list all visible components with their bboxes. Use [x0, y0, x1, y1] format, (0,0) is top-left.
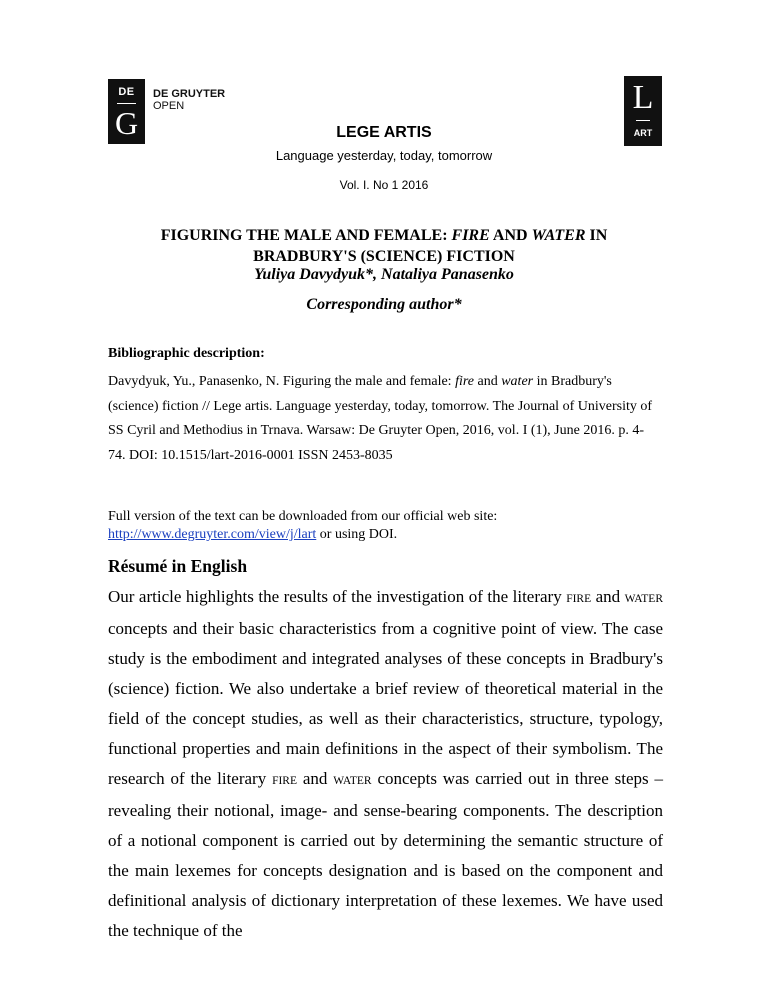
resume-text: and [591, 587, 625, 606]
title-text: FIGURING THE MALE AND FEMALE: [160, 227, 452, 244]
bib-water: water [501, 374, 534, 389]
title-fire: FIRE [451, 227, 490, 244]
bib-text: in Bradbury's (science) fiction // Lege artis. Language yesterday, today, tomorrow. The Journal of University of SS Cyril and Methodius in Trnava. Warsaw: De Gruyter Open, 2016, vol. I (1), June 2016. p. 4-74. DOI: 10.1515/lart-2016-0001 ISSN 2453-8035 [108, 374, 653, 463]
journal-volume: Vol. I. No 1 2016 [339, 178, 429, 192]
logo-l-text: L [632, 79, 654, 116]
article-title [0, 225, 768, 267]
resume-text: and [297, 769, 334, 788]
resume-text: concepts and their basic characteristics from a cognitive point of view. The case study is the embodiment and integrated analyses of these concepts in Bradbury's (science) fiction. We also undertake a brief review of theoretical material in the field of the concept studies, as well as their characteristics, structure, typology, functional properties and main definitions in the aspect of their symbolism. The research of the literary [108, 619, 663, 788]
full-version-after: or using DOI. [316, 527, 398, 542]
concept-water: WATER [624, 593, 663, 605]
logo-g-text: G [114, 105, 139, 141]
journal-subtitle: Language yesterday, today, tomorrow [275, 148, 493, 163]
logo-divider [117, 103, 136, 104]
concept-water: WATER [333, 775, 372, 787]
bibliographic-label: Bibliographic description: [108, 346, 265, 361]
logo-divider [636, 120, 650, 121]
logo-art-text: ART [633, 128, 653, 138]
concept-fire: FIRE [272, 775, 297, 787]
bib-fire: fire [455, 374, 474, 389]
journal-link[interactable]: http://www.degruyter.com/view/j/lart [108, 527, 317, 542]
title-line-2: BRADBURY'S (SCIENCE) FICTION [253, 248, 515, 265]
bib-text: Davydyuk, Yu., Panasenko, N. Figuring the male and female: [108, 374, 456, 389]
resume-text: Our article highlights the results of the investigation of the literary [108, 587, 567, 606]
publisher-sub: OPEN [153, 100, 185, 112]
title-text: IN [585, 227, 608, 244]
full-version-note [108, 508, 668, 544]
corresponding-author: Corresponding author* [306, 296, 462, 313]
logo-de-text: DE [118, 86, 135, 98]
concept-fire: FIRE [566, 593, 592, 605]
bibliographic-description [108, 370, 658, 468]
authors: Yuliya Davydyuk*, Nataliya Panasenko [254, 266, 514, 283]
journal-title: LEGE ARTIS [336, 124, 432, 141]
publisher-name: DE GRUYTER [153, 88, 226, 100]
resume-text: concepts was carried out in three steps – revealing their notional, image- and sense-bearing components. The description of a notional component is carried out by determining the semantic structure of the main lexemes for concepts designation and is based on the component and definitional analysis of dictionary interpretation of these lexemes. We have used the technique of the [108, 769, 663, 940]
full-version-text: Full version of the text can be downloaded from our official web site: [108, 509, 498, 524]
title-water: WATER [531, 227, 586, 244]
bib-text: and [474, 374, 502, 389]
resume-body [108, 582, 663, 946]
title-text: AND [489, 227, 532, 244]
resume-heading: Résumé in English [108, 556, 248, 576]
